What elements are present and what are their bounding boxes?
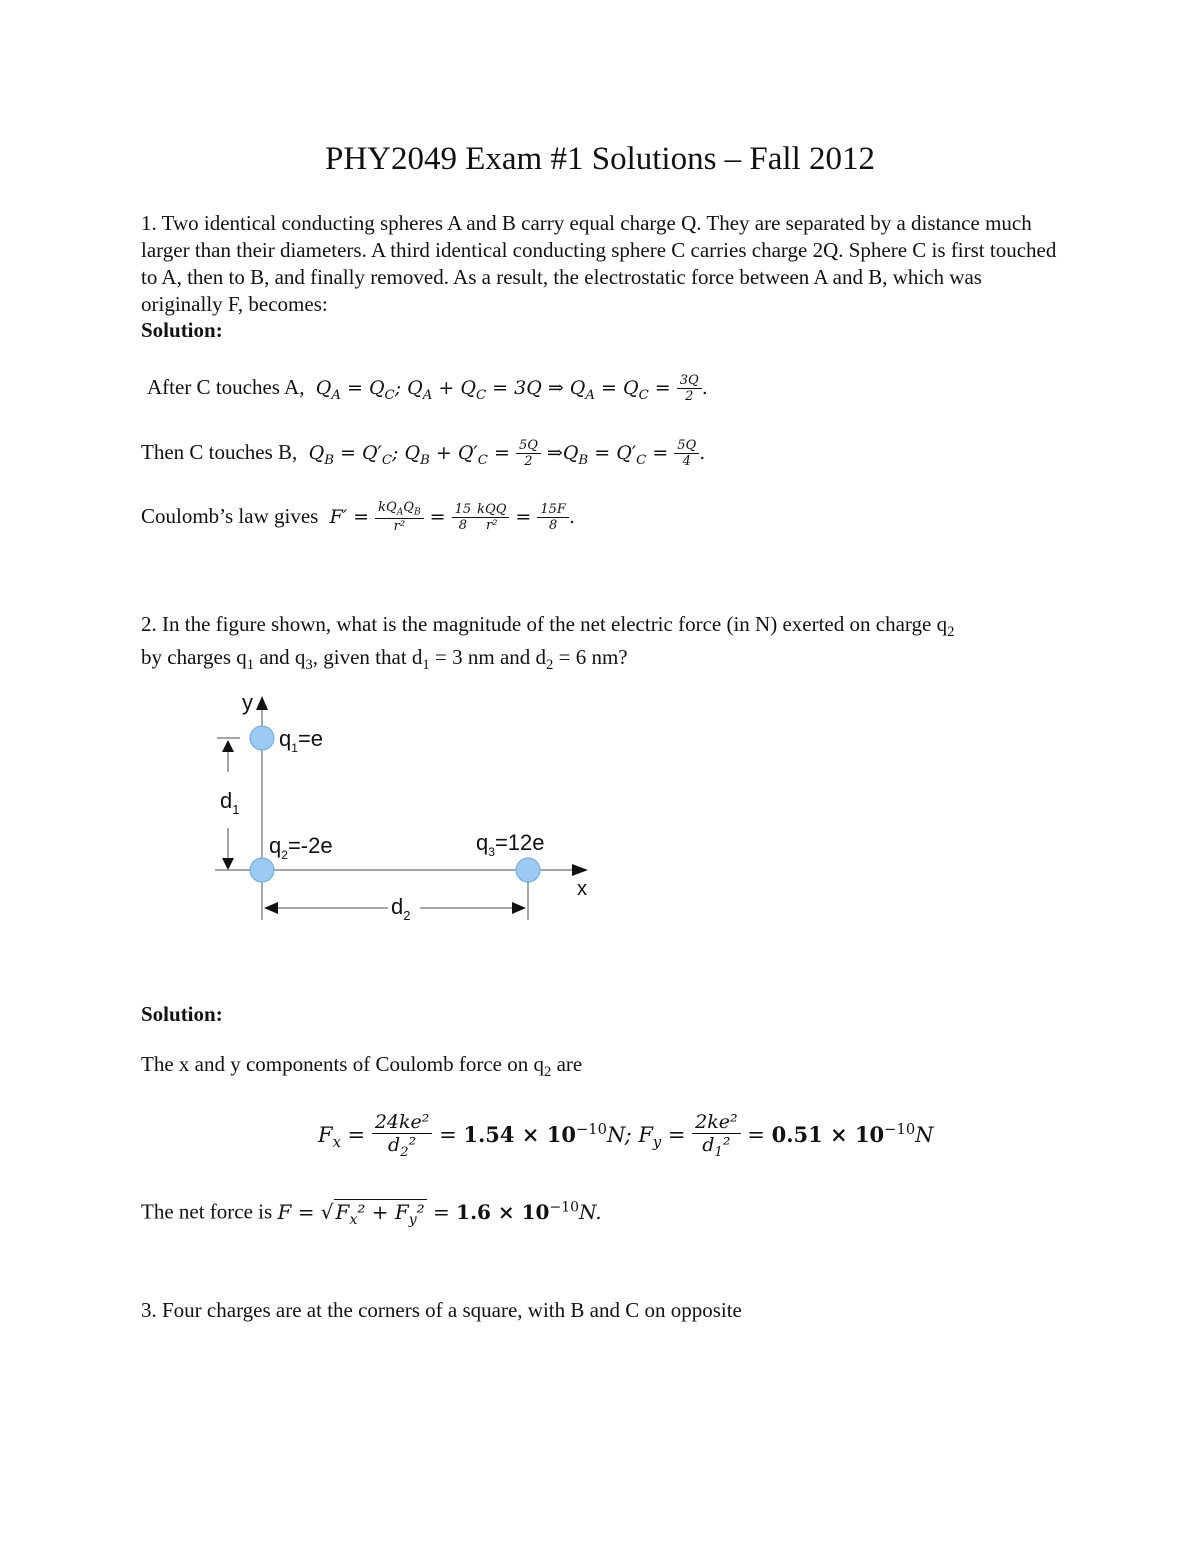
q2-solution-label: Solution: (141, 1002, 223, 1026)
d1-arrow-down (222, 858, 234, 870)
q2-sub-2: 2 (947, 624, 955, 641)
q2-text-d: , given that d (312, 645, 423, 669)
q1-step-3 (141, 494, 575, 539)
charge-figure (200, 680, 620, 930)
q2-components-suffix: are (551, 1052, 583, 1076)
q1-step-2 (141, 430, 705, 483)
net-exponent: −10 (549, 1199, 580, 1215)
q3-label: $q_3=12e$ (476, 830, 545, 859)
q1-label: $q_1=e$ (279, 726, 324, 755)
q1-step-1-prefix: After C touches A, (147, 375, 305, 399)
q2-fx-fy-equation: $F_x$ = $\frac{\text{24ke²}}{d_2^2}$ = $1.54 \times 10^{-10}N$; $F_y$ = $\frac{\text{2ke²}}{d_1^2}$ = $0.51 \times 10^{-10}N$ (318, 1111, 934, 1160)
q1-step-3-equation: F′ = $\frac{kQ_AQ_B}{\text{r²}}$ = $\frac{15}{8}$ $\frac{\text{kQQ}}{\text{r²}}$ = $\frac{15F}{8}$ . (323, 500, 575, 534)
question-3-text: 3. Four charges are at the corners of a square, with B and C on opposite (141, 1298, 742, 1322)
q2-text-b: by charges q (141, 645, 247, 669)
fy-value: 0.51 × 10 (771, 1122, 885, 1147)
fy-exponent: −10 (884, 1121, 916, 1138)
q1-step-1 (147, 365, 708, 418)
d2-arrow-left (264, 902, 278, 914)
q2-text-e: = 3 nm and d (429, 645, 547, 669)
q2-text-a: 2. In the figure shown, what is the magnitude of the net electric force (in N) exerted on charge q (141, 612, 948, 636)
q2-net-force-line: The net force is F = √ $F_x^2 + F_y^2 = 1.6 \times 10^{-10}N$. (141, 1199, 602, 1228)
d1-label: $d_1$ (220, 788, 240, 817)
net-force-value: 1.6 × 10 (456, 1199, 550, 1224)
x-axis-label: x (577, 878, 587, 900)
q1-step-3-prefix: Coulomb’s law gives (141, 504, 319, 528)
q2-text-c: and q (259, 645, 306, 669)
question-2-line-2: by charges $q_1$ and $q_3$, given that $d_1 = 3$ nm and $d_2 = 6$ nm? (141, 645, 628, 674)
x-axis-arrow (572, 864, 588, 876)
q1-solution-label: Solution: (141, 318, 223, 342)
charge-q3 (516, 858, 540, 882)
charge-q1 (250, 726, 274, 750)
fx-value: 1.54 × 10 (463, 1122, 576, 1147)
charge-q2 (250, 858, 274, 882)
page-title: PHY2049 Exam #1 Solutions – Fall 2012 (324, 141, 876, 177)
q2-net-prefix: The net force is (141, 1199, 273, 1224)
q1-step-1-equation: $Q_A = Q_C$; $Q_A + Q_C = 3Q$ ⇒ $Q_A = Q_C$ = $\frac{3Q}{2}$ . (309, 372, 708, 404)
q2-text-f: = 6 nm? (553, 645, 628, 669)
y-axis-label: y (242, 690, 253, 715)
d2-label: $d_2$ (391, 894, 411, 923)
q1-step-2-prefix: Then C touches B, (141, 440, 298, 464)
q2-label: $q_2=-2e$ (269, 833, 333, 862)
d1-arrow-up (222, 740, 234, 752)
fx-exponent: −10 (575, 1121, 607, 1138)
question-1-text: 1. Two identical conducting spheres A and B carry equal charge Q. They are separated by a distance much larger than their diameters. A third identical conducting sphere C carries charge 2Q. Sphere C is first touched to A, then to B, and finally removed. As a result, the electrostatic force between A and B, which was originally F, becomes: (141, 211, 1057, 316)
d2-arrow-right (512, 902, 526, 914)
question-2-line-1 (141, 611, 954, 646)
q2-components-text: The x and y components of Coulomb force on q (141, 1052, 544, 1076)
q2-components-line: The x and y components of Coulomb force on $q_2$ are (141, 1052, 583, 1081)
y-axis-arrow (256, 696, 268, 710)
q1-step-2-equation: $Q_B = Q'_C$; $Q_B + Q'_C$ = $\frac{5Q}{2}$ $\Rightarrow Q_B = Q'_C$ = $\frac{5Q}{4}$ . (302, 437, 706, 469)
